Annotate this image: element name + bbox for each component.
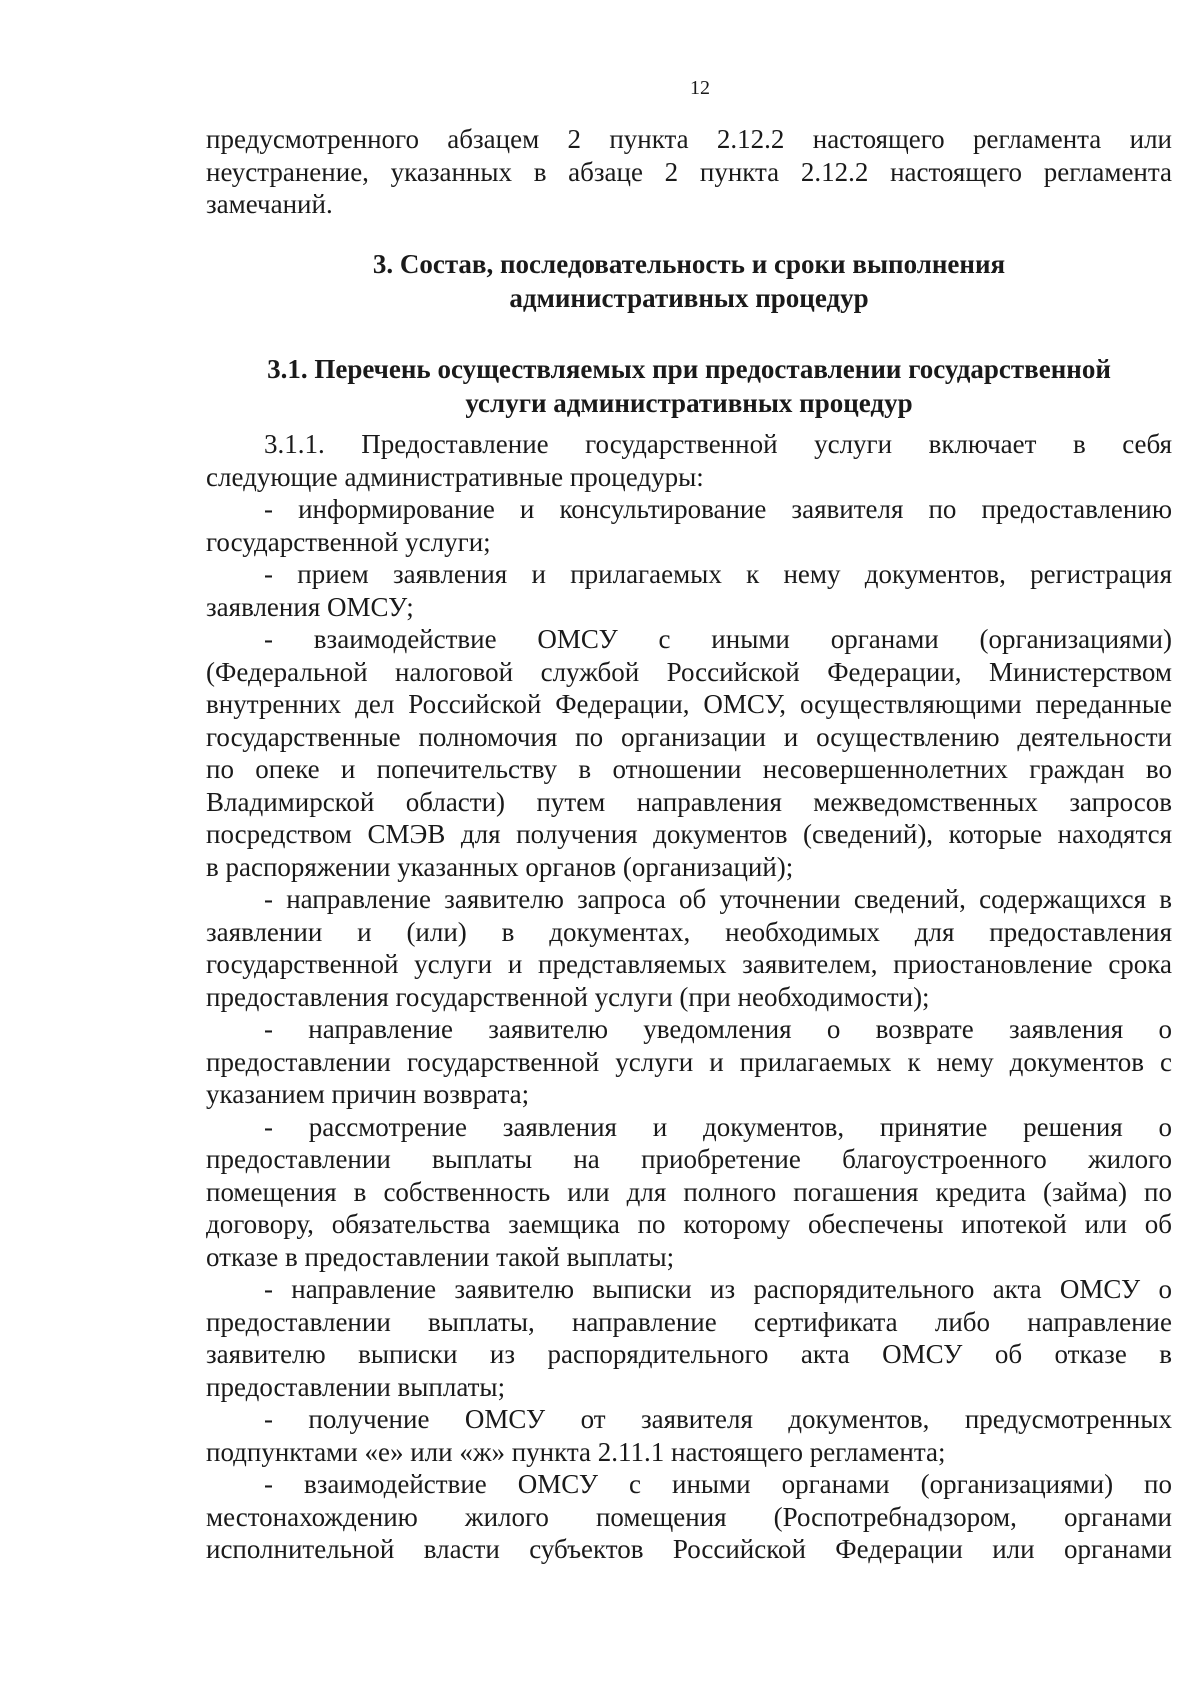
text-line: предусмотренного абзацем 2 пункта 2.12.2 настоящего регламента или (206, 124, 1172, 154)
heading-line: 3.1. Перечень осуществляемых при предоставлении государственной (267, 354, 1111, 384)
heading-line: услуги административных процедур (465, 388, 913, 418)
text-line: по опеке и попечительству в отношении несовершеннолетних граждан во (206, 754, 1172, 784)
text-line: предоставлении выплаты на приобретение благоустроенного жилого (206, 1144, 1172, 1174)
text-line: предоставлении выплаты; (206, 1371, 506, 1402)
list-item-line: - взаимодействие ОМСУ с иными органами (организациями) (264, 624, 1172, 654)
text-line: посредством СМЭВ для получения документов (сведений), которые находятся (206, 819, 1172, 849)
text-line: (Федеральной налоговой службой Российской Федерации, Министерством (206, 656, 1172, 687)
list-item-line: - получение ОМСУ от заявителя документов, предусмотренных (264, 1404, 1172, 1434)
text-line: договору, обязательства заемщика по которому обеспечены ипотекой или об (206, 1209, 1172, 1239)
text-line: заявления ОМСУ; (206, 591, 414, 622)
text-line: в распоряжении указанных органов (организаций); (206, 851, 794, 882)
intro-paragraph (206, 123, 1172, 221)
text-line: 3.1.1. Предоставление государственной услуги включает в себя (264, 429, 1172, 459)
text-line: предоставлении выплаты, направление сертификата либо направление (206, 1306, 1172, 1337)
text-line: указанием причин возврата; (206, 1079, 530, 1109)
list-item-line: - направление заявителю выписки из распорядительного акта ОМСУ о (264, 1274, 1172, 1304)
text-line: подпунктами «е» или «ж» пункта 2.11.1 настоящего регламента; (206, 1436, 946, 1467)
text-line: заявлении и (или) в документах, необходимых для предоставления (206, 916, 1172, 947)
section-3-heading (206, 247, 1172, 315)
text-line: внутренних дел Российской Федерации, ОМСУ, осуществляющими переданные (206, 689, 1172, 719)
text-line: государственной услуги; (206, 526, 491, 557)
list-item-line: - взаимодействие ОМСУ с иными органами (организациями) по (264, 1469, 1172, 1499)
heading-line: административных процедур (509, 283, 869, 313)
text-line: государственной услуги и представляемых заявителем, приостановление срока (206, 949, 1172, 979)
text-line: предоставления государственной услуги (при необходимости); (206, 981, 930, 1012)
procedures-list (206, 428, 1172, 1566)
text-line: Владимирской области) путем направления межведомственных запросов (206, 786, 1172, 817)
text-line: государственные полномочия по организации и осуществлению деятельности (206, 721, 1172, 752)
list-item-line: - рассмотрение заявления и документов, принятие решения о (264, 1111, 1172, 1142)
text-line: следующие административные процедуры: (206, 461, 704, 492)
list-item-line: - прием заявления и прилагаемых к нему документов, регистрация (264, 559, 1172, 589)
text-line: отказе в предоставлении такой выплаты; (206, 1241, 675, 1272)
section-3-1-heading (206, 352, 1172, 420)
text-line: заявителю выписки из распорядительного акта ОМСУ об отказе в (206, 1339, 1172, 1369)
list-item-line: - направление заявителю запроса об уточнении сведений, содержащихся в (264, 884, 1172, 914)
text-line: замечаний. (206, 189, 333, 219)
list-item-line: - информирование и консультирование заявителя по предоставлению (264, 494, 1172, 524)
text-line: предоставлении государственной услуги и прилагаемых к нему документов с (206, 1046, 1172, 1077)
page-number: 12 (690, 77, 710, 99)
list-item-line: - направление заявителю уведомления о возврате заявления о (264, 1014, 1172, 1044)
text-line: местонахождению жилого помещения (Роспотребнадзором, органами (206, 1501, 1172, 1532)
text-line: неустранение, указанных в абзаце 2 пункта 2.12.2 настоящего регламента (206, 156, 1172, 187)
text-line: исполнительной власти субъектов Российской Федерации или органами (206, 1534, 1172, 1564)
heading-line: 3. Состав, последовательность и сроки выполнения (372, 249, 1006, 279)
text-line: помещения в собственность или для полного погашения кредита (займа) по (206, 1176, 1172, 1207)
